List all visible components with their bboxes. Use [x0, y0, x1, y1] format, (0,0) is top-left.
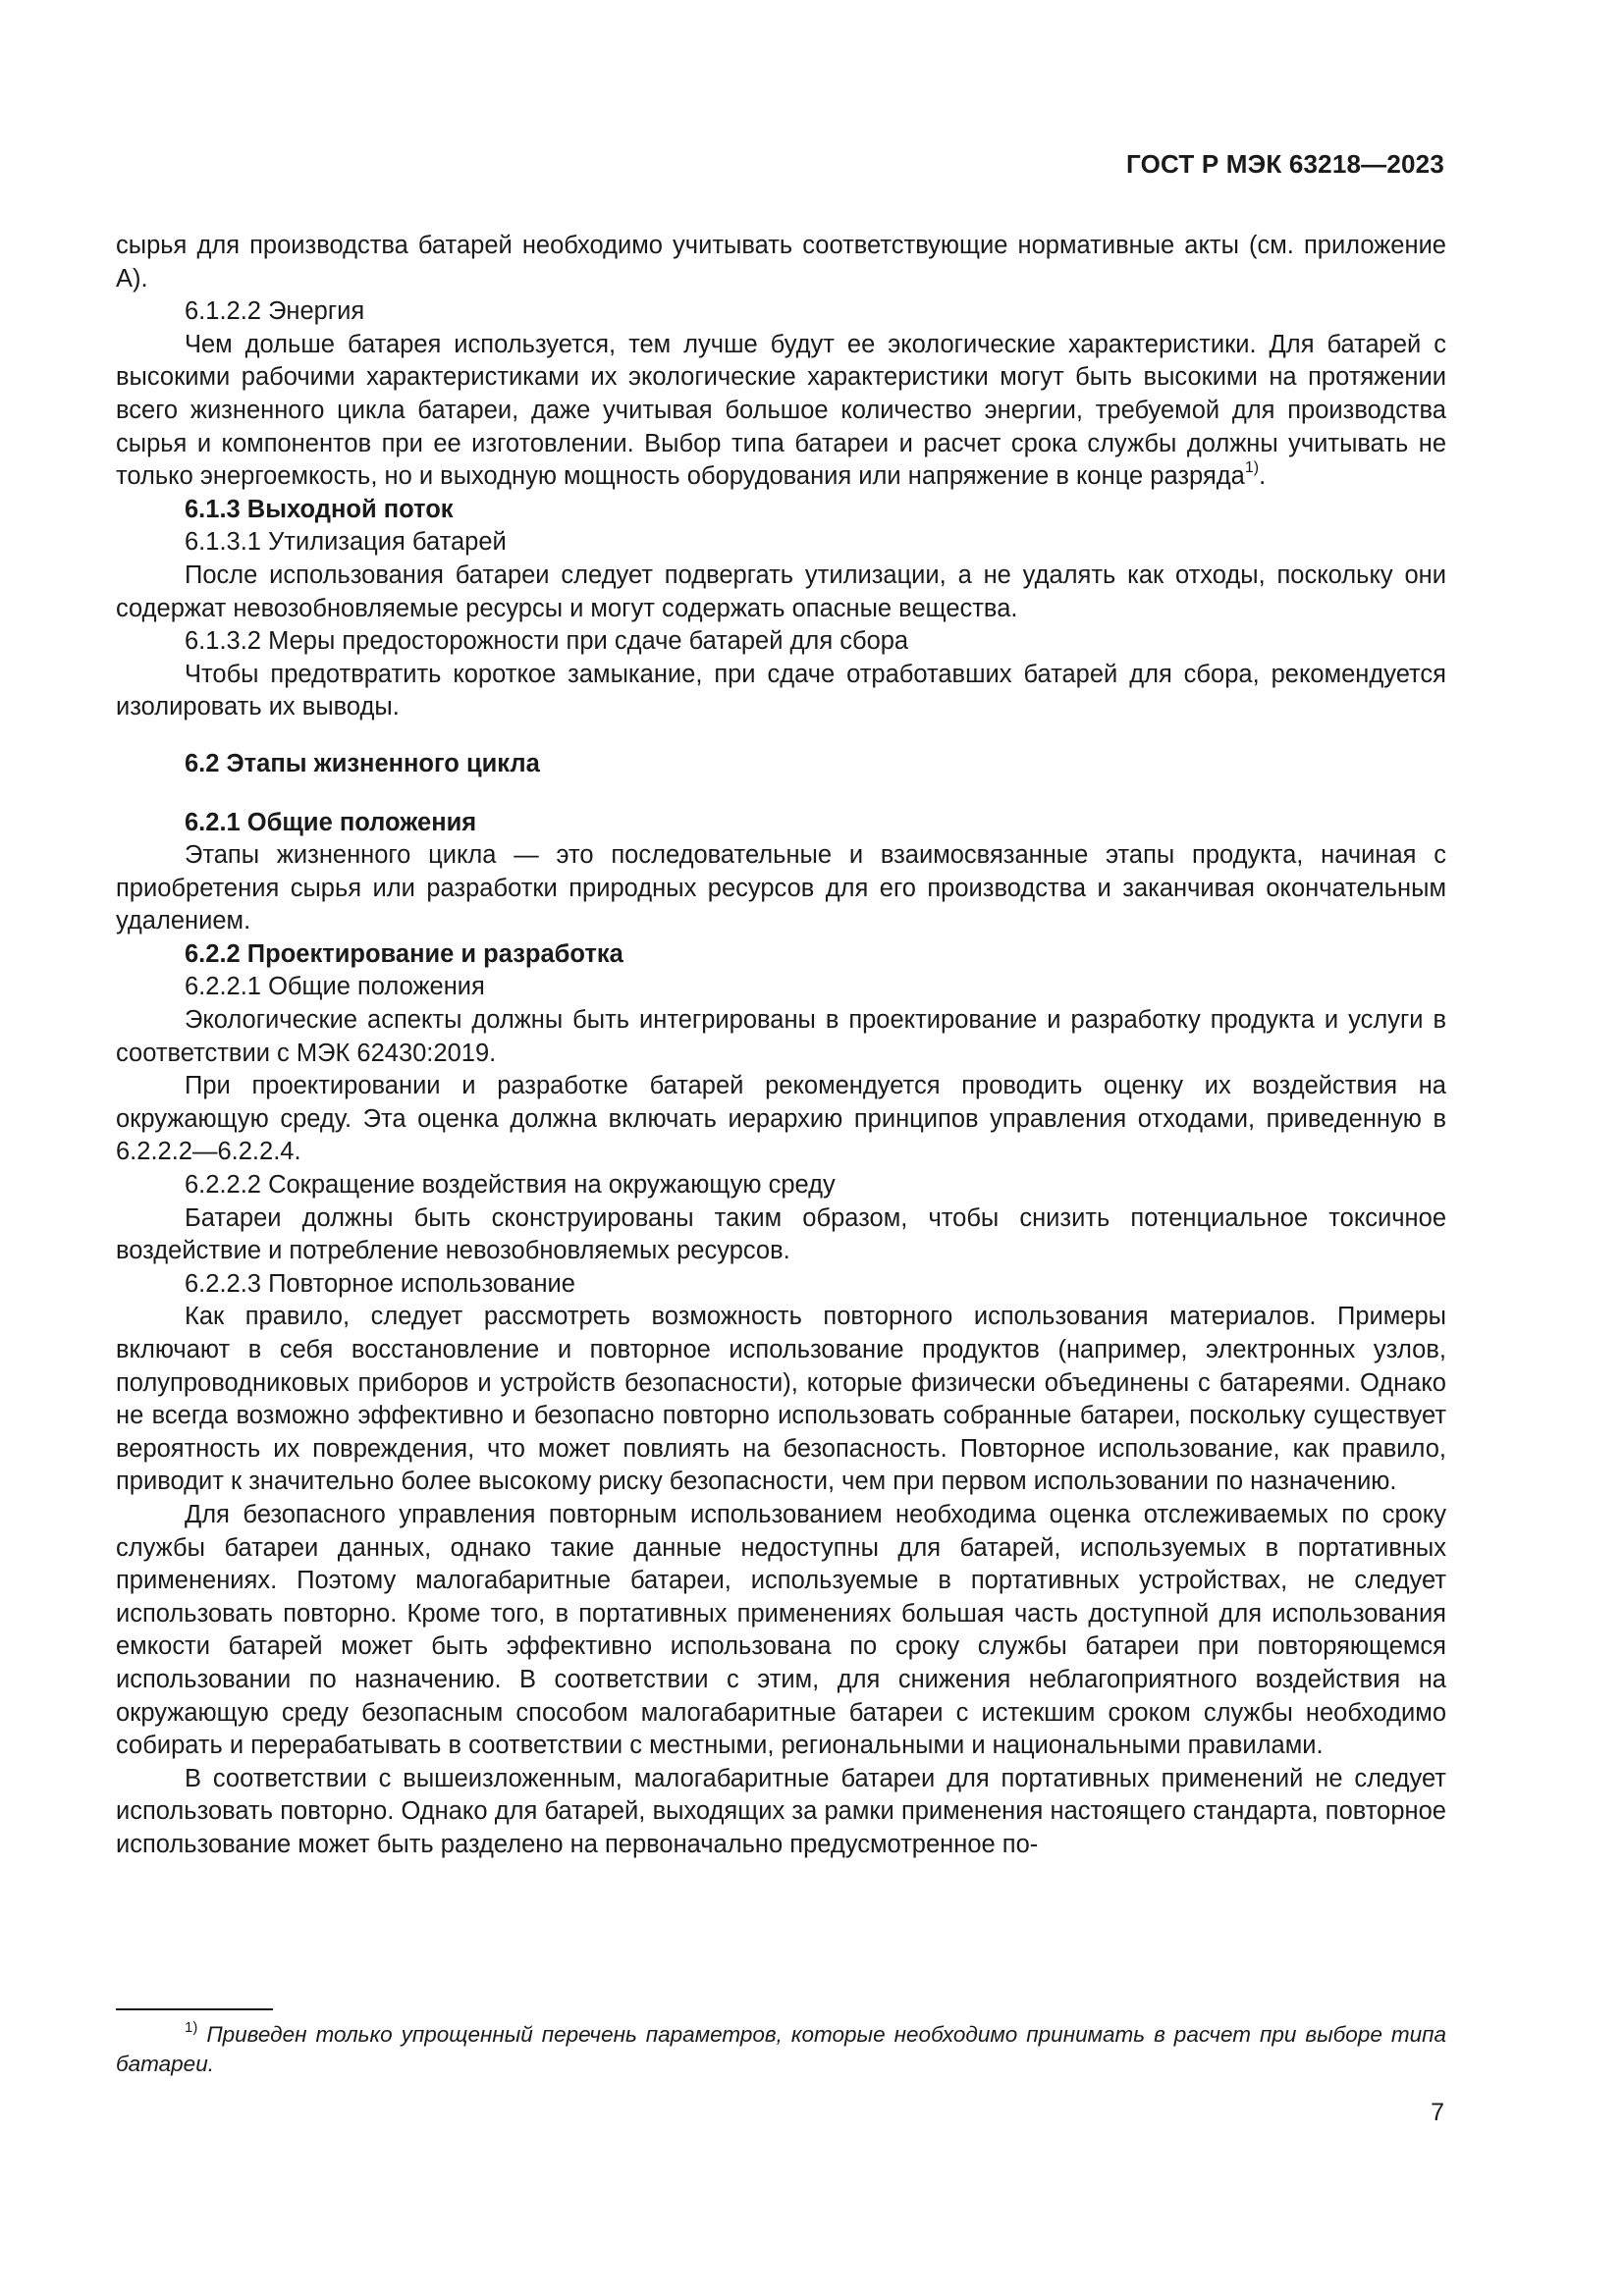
- footnote-mark: 1): [185, 2019, 198, 2036]
- footnote: [116, 2020, 1446, 2079]
- paragraph: Для безопасного управления повторным использованием необходима оценка отслеживаемых по сроку службы батареи данных, однако такие данные недоступны для батарей, используемых в портативных применениях. Поэтому малогабаритные батареи, используемые в портативных устройствах, не следует использовать повторно. Кроме того, в портативных применениях большая часть доступной для использования емкости батарей может быть эффективно использована по сроку службы батареи при повторяющемся использовании по назначению. В соответствии с этим, для снижения неблагоприятного воздействия на окружающую среду безопасным способом малогабаритные батареи с истекшим сроком службы необходимо собирать и перерабатывать в соответствии с местными, региональными и национальными правилами.: [116, 1500, 1446, 1760]
- document-body: [116, 230, 1446, 1862]
- paragraph: [116, 329, 1446, 494]
- paragraph: Экологические аспекты должны быть интегрированы в проектирование и разработку продукта и услуги в соответствии с МЭК 62430:2019.: [116, 1006, 1446, 1067]
- section-heading: 6.2.2 Проектирование и разработка: [185, 939, 623, 968]
- page-number: 7: [1431, 2099, 1444, 2126]
- document-header: ГОСТ Р МЭК 63218—2023: [1125, 149, 1444, 179]
- section-heading: 6.2.2.1 Общие положения: [185, 973, 485, 1001]
- footnote-separator: [116, 2008, 273, 2010]
- paragraph: Чтобы предотвратить короткое замыкание, при сдаче отработавших батарей для сбора, рекомендуется изолировать их выводы.: [116, 660, 1446, 721]
- section-heading: 6.1.3 Выходной поток: [185, 495, 454, 523]
- section-heading: 6.1.2.2 Энергия: [185, 297, 365, 326]
- section-heading: 6.2.1 Общие положения: [185, 808, 477, 836]
- paragraph-text: Чем дольше батарея используется, тем лучше будут ее экологические характеристики. Для батарей с высокими рабочими характеристиками их экологические характеристики могут быть высокими на протяжении всего жизненного цикла батареи, даже учитывая большое количество энергии, требуемой для производства сырья и компонентов при ее изготовлении. Выбор типа батареи и расчет срока службы должны учитывать не только энергоемкость, но и выходную мощность оборудования или напряжение в конце разряда: [116, 330, 1446, 491]
- footnote-reference[interactable]: 1): [1244, 459, 1260, 477]
- section-heading: 6.2.2.3 Повторное использование: [185, 1269, 575, 1298]
- paragraph: Батареи должны быть сконструированы таким образом, чтобы снизить потенциальное токсичное воздействие и потребление невозобновляемых ресурсов.: [116, 1203, 1446, 1265]
- section-heading: 6.2 Этапы жизненного цикла: [185, 749, 540, 777]
- paragraph: Как правило, следует рассмотреть возможность повторного использования материалов. Примеры включают в себя восстановление и повторное использование продуктов (например, электронных узлов, полупроводниковых приборов и устройств безопасности), которые физически объединены с батареями. Однако не всегда возможно эффективно и безопасно повторно использовать собранные батареи, поскольку существует вероятность их повреждения, что может повлиять на безопасность. Повторное использование, как правило, приводит к значительно более высокому риску безопасности, чем при первом использовании по назначению.: [116, 1303, 1446, 1496]
- section-heading: 6.1.3.2 Меры предосторожности при сдаче батарей для сбора: [185, 627, 909, 656]
- paragraph: После использования батареи следует подвергать утилизации, а не удалять как отходы, поскольку они содержат невозобновляемые ресурсы и могут содержать опасные вещества.: [116, 561, 1446, 622]
- paragraph: В соответствии с вышеизложенным, малогабаритные батареи для портативных применений не следует использовать повторно. Однако для батарей, выходящих за рамки применения настоящего стандарта, повторное использование может быть разделено на первоначально предусмотренное по-: [116, 1764, 1446, 1858]
- paragraph: Этапы жизненного цикла — это последовательные и взаимосвязанные этапы продукта, начиная с приобретения сырья или разработки природных ресурсов для его производства и заканчивая окончательным удалением.: [116, 841, 1446, 935]
- footnote-text: Приведен только упрощенный перечень параметров, которые необходимо принимать в расчет при выборе типа батареи.: [116, 2022, 1446, 2076]
- section-heading: 6.2.2.2 Сокращение воздействия на окружающую среду: [185, 1171, 836, 1200]
- section-heading: 6.1.3.1 Утилизация батарей: [185, 528, 507, 557]
- paragraph: сырья для производства батарей необходимо учитывать соответствующие нормативные акты (см. приложение А).: [116, 232, 1446, 293]
- paragraph-end: .: [1259, 462, 1267, 491]
- paragraph: При проектировании и разработке батарей рекомендуется проводить оценку их воздействия на окружающую среду. Эта оценка должна включать иерархию принципов управления отходами, приведенную в 6.2.2.2—6.2.2.4.: [116, 1072, 1446, 1166]
